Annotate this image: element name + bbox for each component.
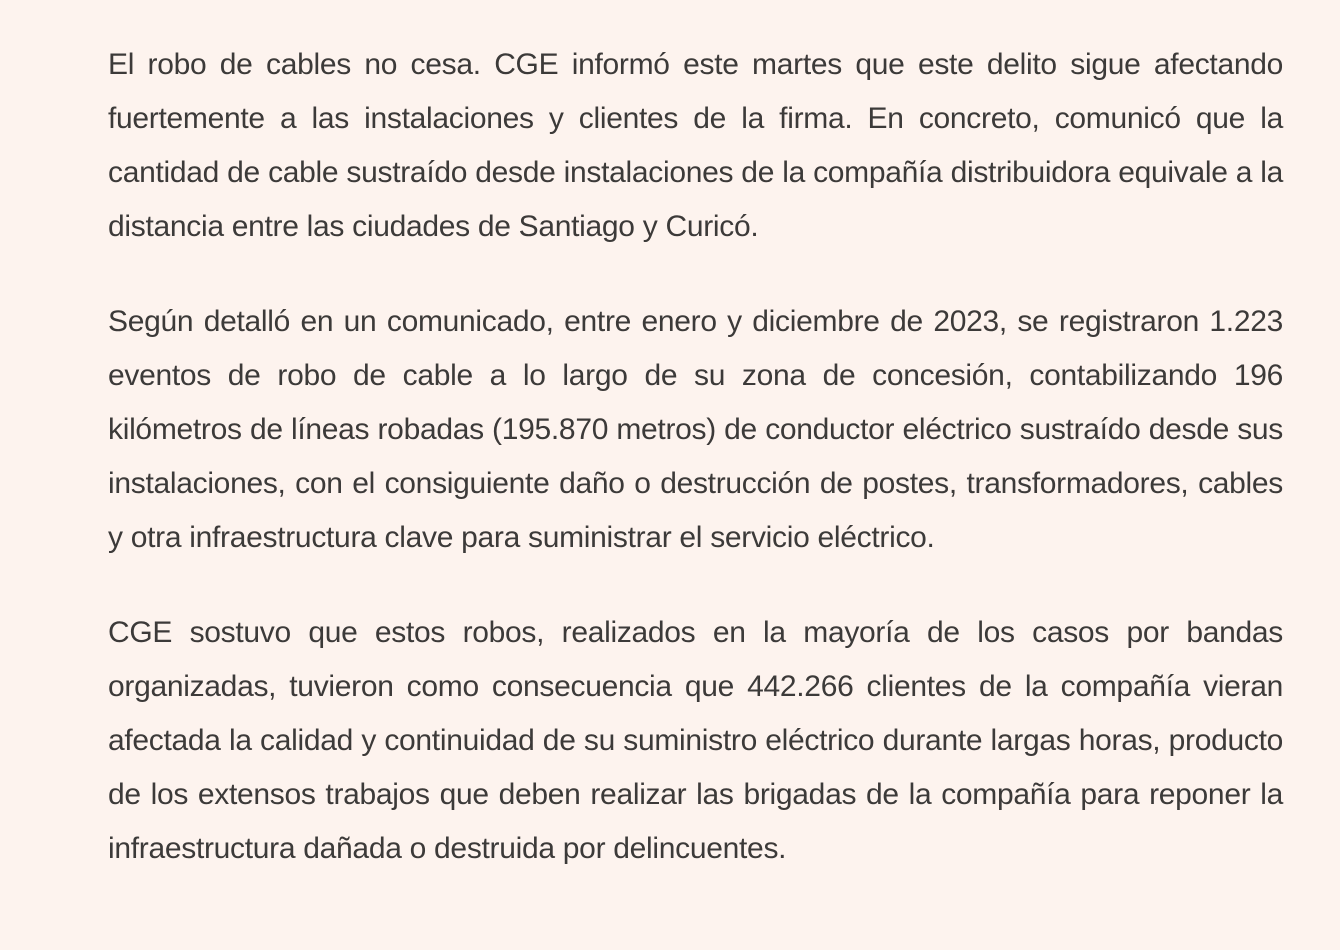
article-paragraph-2: Según detalló en un comunicado, entre enero y diciembre de 2023, se registraron 1.223 eventos de robo de cable a lo largo de su zona de concesión, contabilizando 196 kilómetros de líneas robadas (195.870 metros) de conductor eléctrico sustraído desde sus instalaciones, con el consiguiente daño o destrucción de postes, transformadores, cables y otra infraestructura clave para suministrar el servicio eléctrico. [108, 305, 1283, 554]
article-paragraph-1: El robo de cables no cesa. CGE informó este martes que este delito sigue afectando fuertemente a las instalaciones y clientes de la firma. En concreto, comunicó que la cantidad de cable sustraído desde instalaciones de la compañía distribuidora equivale a la distancia entre las ciudades de Santiago y Curicó. [108, 48, 1283, 243]
article-paragraph-3: CGE sostuvo que estos robos, realizados en la mayoría de los casos por bandas organizadas, tuvieron como consecuencia que 442.266 clientes de la compañía vieran afectada la calidad y continuidad de su suministro eléctrico durante largas horas, producto de los extensos trabajos que deben realizar las brigadas de la compañía para reponer la infraestructura dañada o destruida por delincuentes. [108, 616, 1283, 865]
